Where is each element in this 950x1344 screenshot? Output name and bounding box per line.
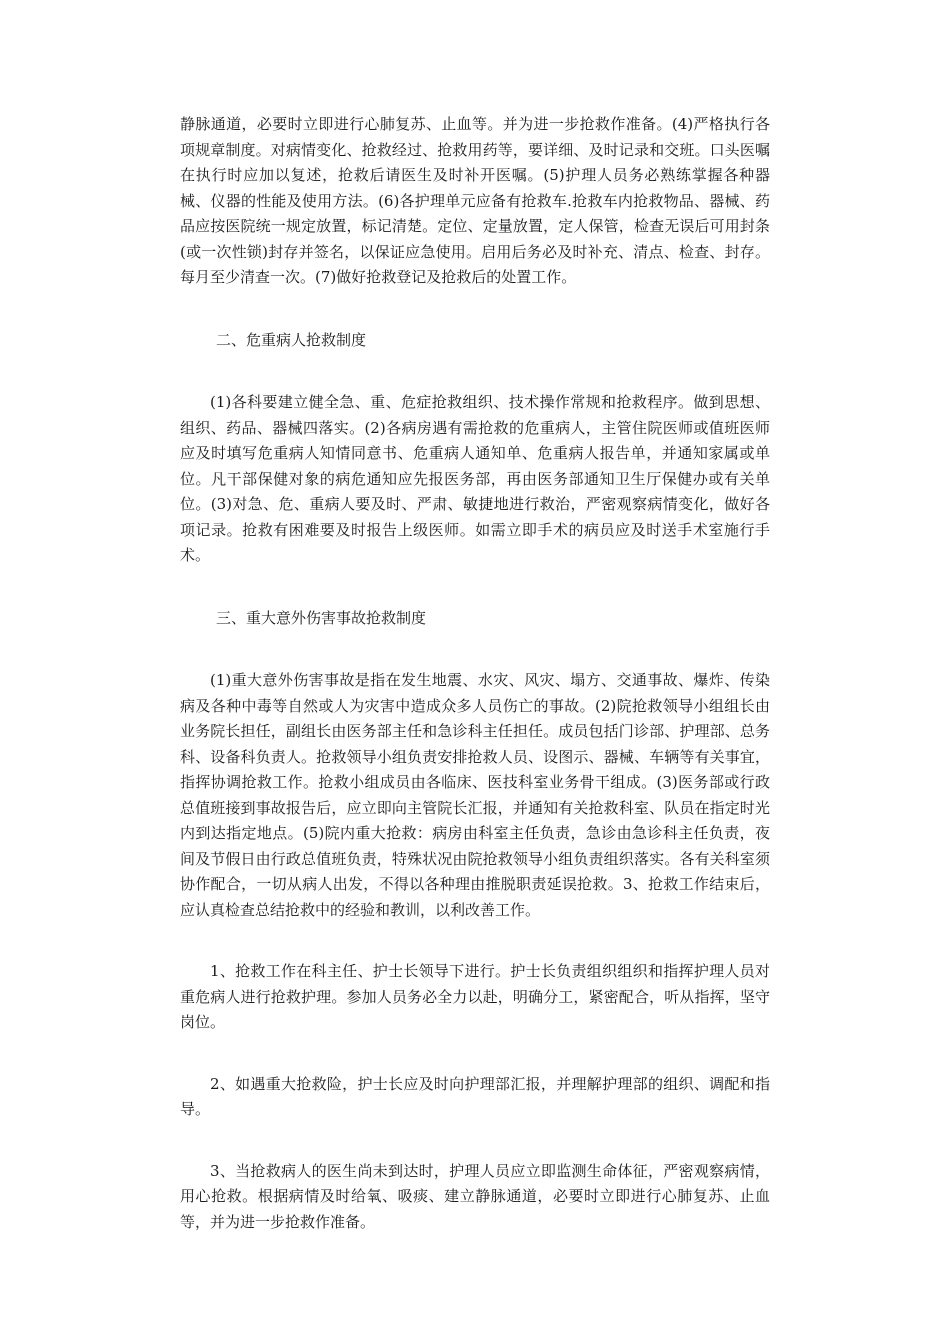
spacer xyxy=(180,569,770,606)
paragraph-continuation: 静脉通道，必要时立即进行心肺复苏、止血等。并为进一步抢救作准备。(4)严格执行各项规章制度。对病情变化、抢救经过、抢救用药等，要详细、及时记录和交班。口头医嘱在执行时应加以复述，抢救后请医生及时补开医嘱。(5)护理人员务必熟练掌握各种器械、仪器的性能及使用方法。(6)各护理单元应备有抢救车.抢救车内抢救物品、器械、药品应按医院统一规定放置，标记清楚。定位、定量放置，定人保管，检查无误后可用封条(或一次性锁)封存并签名，以保证应急使用。启用后务必及时补充、清点、检查、封存。每月至少清查一次。(7)做好抢救登记及抢救后的处置工作。 xyxy=(180,115,770,286)
paragraph-critical-patient-rescue: (1)各科要建立健全急、重、危症抢救组织、技术操作常规和抢救程序。做到思想、组织、药品、器械四落实。(2)各病房遇有需抢救的危重病人，主管住院医师或值班医师应及时填写危重病人知情同意书、危重病人通知单、危重病人报告单，并通知家属或单位。凡干部保健对象的病危通知应先报医务部，再由医务部通知卫生厅保健办或有关单位。(3)对急、危、重病人要及时、严肃、敏捷地进行救治，严密观察病情变化，做好各项记录。抢救有困难要及时报告上级医师。如需立即手术的病员应及时送手术室施行手术。 xyxy=(180,393,770,564)
spacer xyxy=(180,291,770,328)
paragraph-item-2: 2、如遇重大抢救险，护士长应及时向护理部汇报，并理解护理部的组织、调配和指导。 xyxy=(180,1074,770,1118)
spacer xyxy=(180,353,770,390)
spacer xyxy=(180,1036,770,1072)
paragraph-item-3: 3、当抢救病人的医生尚未到达时，护理人员应立即监测生命体征，严密观察病情，用心抢救。根据病情及时给氧、吸痰、建立静脉通道，必要时立即进行心肺复苏、止血等，并为进一步抢救作准备。 xyxy=(180,1161,770,1231)
spacer xyxy=(180,1123,770,1159)
section-heading-major-accident-rescue: 三、重大意外伤害事故抢救制度 xyxy=(216,608,427,627)
document-page xyxy=(180,112,770,1235)
paragraph-item-1: 1、抢救工作在科主任、护士长领导下进行。护士长负责组织组织和指挥护理人员对重危病人进行抢救护理。参加人员务必全力以赴，明确分工，紧密配合，听从指挥，坚守岗位。 xyxy=(180,962,770,1031)
section-heading-critical-patient-rescue: 二、危重病人抢救制度 xyxy=(216,330,367,349)
spacer xyxy=(180,923,770,959)
paragraph-major-accident-rescue: (1)重大意外伤害事故是指在发生地震、水灾、风灾、塌方、交通事故、爆炸、传染病及各种中毒等自然或人为灾害中造成众多人员伤亡的事故。(2)院抢救领导小组组长由业务院长担任，副组长由医务部主任和急诊科主任担任。成员包括门诊部、护理部、总务科、设备科负责人。抢救领导小组负责安排抢救人员、设图示、器械、车辆等有关事宜，指挥协调抢救工作。抢救小组成员由各临床、医技科室业务骨干组成。(3)医务部或行政总值班接到事故报告后，应立即向主管院长汇报，并通知有关抢救科室、队员在指定时光内到达指定地点。(5)院内重大抢救：病房由科室主任负责，急诊由急诊科主任负责，夜间及节假日由行政总值班负责，特殊状况由院抢救领导小组负责组织落实。各有关科室须协作配合，一切从病人出发，不得以各种理由推脱职责延误抢救。3、抢救工作结束后，应认真检查总结抢救中的经验和教训，以利改善工作。 xyxy=(180,671,770,919)
spacer xyxy=(180,631,770,668)
